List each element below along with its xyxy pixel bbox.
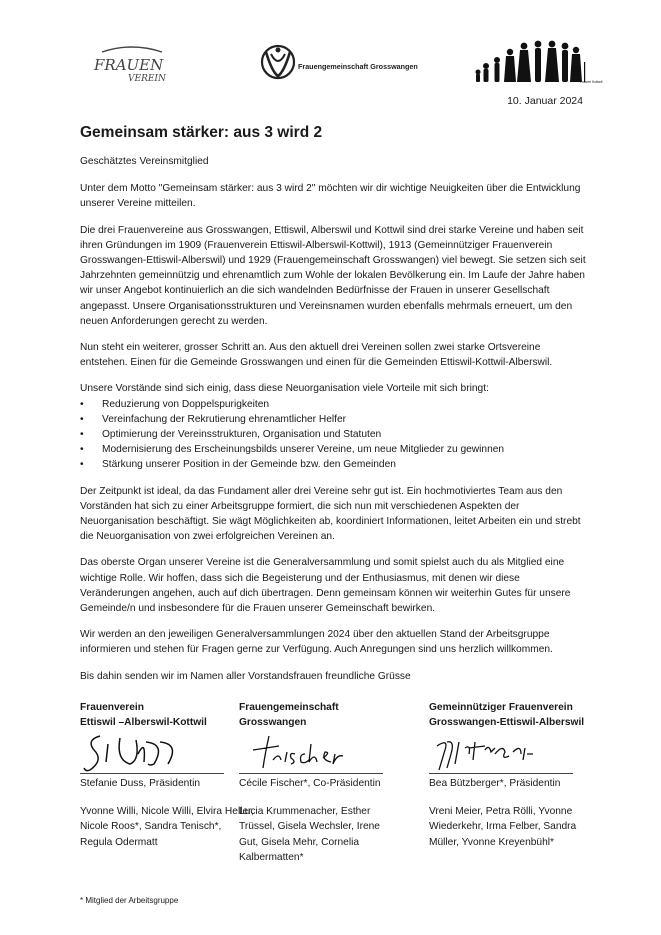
silhouettes-graphic <box>470 36 603 84</box>
signature-block-gemeinnuetzig <box>429 700 589 850</box>
signature-block-ettiswil <box>80 700 255 850</box>
list-intro: Unsere Vorstände sind sich einig, dass diese Neuorganisation viele Vorteile mit sich bringt: <box>80 383 489 395</box>
list-item <box>80 397 586 412</box>
signer-name: Bea Bützberger*, Präsidentin <box>429 778 561 789</box>
list-item <box>80 412 586 427</box>
signature-image <box>239 730 399 770</box>
org-name-line1: Frauengemeinschaft <box>239 702 339 713</box>
bullet: • <box>80 459 84 471</box>
paragraph-3: Nun steht ein weiterer, grosser Schritt an. Aus den aktuell drei Vereinen sollen zwei starke Ortsvereine entstehen. Einen für die Gemeinde Grosswangen und einen für die Gemeinden Ettiswil-Kottwil-Alberswil. <box>80 342 553 369</box>
bullet: • <box>80 413 84 425</box>
board-members: Yvonne Willi, Nicole Willi, Elvira Heller, Nicole Roos*, Sandra Tenisch*, Regula Odermatt <box>80 806 254 848</box>
org-name <box>80 700 255 730</box>
frauenverein-logo <box>92 44 172 84</box>
salutation: Geschätztes Vereinsmitglied <box>80 156 209 167</box>
logo3-text: Frauen Kottwil <box>580 80 603 84</box>
frauenverein-logo-graphic <box>92 44 172 84</box>
paragraph-5: Das oberste Organ unserer Vereine ist die Generalversammlung und somit spielst auch du als Mitglied eine wichtige Rolle. Wir hoffen, dass sich die Begeisterung und der Enthusiasmus, mit denen wir diese Veränderungen angehen, auch auf dich übertragen. Denn gemeinsam können wir weiterhin Gutes für unsere Gemeinde/n und insbesondere für die Frauen unserer Gemeinschaft bewirken. <box>80 557 571 615</box>
paragraph-1: Unter dem Motto "Gemeinsam stärker: aus 3 wird 2" möchten wir dir wichtige Neuigkeiten über die Entwicklung unserer Vereine mitteilen. <box>80 183 581 210</box>
paragraph-4: Der Zeitpunkt ist ideal, da das Fundament aller drei Vereine sehr gut ist. Ein hochmotiviertes Team aus den Vorständen hat sich zu einer Arbeitsgruppe formiert, die sich nun mit verschiedenen Aspekten der Neuorganisation beschäftigt. Sie wägt Möglichkeiten ab, koordiniert Informationen, leitet Arbeiten ein und strebt die Neuorganisation von zwei erfolgreichen Vereinen an. <box>80 485 581 543</box>
signature-duss <box>80 730 200 774</box>
signature-image <box>429 730 589 770</box>
list-item-text: Optimierung der Vereinsstrukturen, Organisation und Statuten <box>102 429 382 441</box>
frauengemeinschaft-logo <box>258 42 428 82</box>
signature-buetzberger <box>429 730 559 774</box>
list-item-text: Modernisierung des Erscheinungsbilds unserer Vereine, um neue Mitglieder zu gewinnen <box>102 444 505 456</box>
signature-image <box>80 730 255 770</box>
silhouettes-logo <box>470 36 603 84</box>
bullet: • <box>80 429 84 441</box>
closing-line: Bis dahin senden wir im Namen aller Vorstandsfrauen freundliche Grüsse <box>80 670 411 682</box>
letter-date: 10. Januar 2024 <box>507 95 583 107</box>
bullet: • <box>80 398 84 410</box>
logo2-text: Frauengemeinschaft Grosswangen <box>298 62 418 71</box>
list-item-text: Stärkung unserer Position in der Gemeinde bzw. den Gemeinden <box>102 459 396 471</box>
org-name <box>429 700 589 730</box>
letter-title: Gemeinsam stärker: aus 3 wird 2 <box>80 124 323 141</box>
paragraph-2: Die drei Frauenvereine aus Grosswangen, Ettiswil, Alberswil und Kottwil sind drei starke Vereine und haben seit ihren Gründungen im 1909 (Frauenverein Ettiswil-Alberswil-Kottwil), 1913 (Gemeinnütziger Frauenverein Grosswangen-Ettiswil-Alberswil) und 1929 (Frauengemeinschaft Grosswangen) viel bewegt. Sie setzen sich seit Jahrzehnten gemeinnützig und ehrenamtlich zum Wohle der lokalen Bevölkerung ein. Im Laufe der Jahre haben wir unser Angebot kontinuierlich an die sich wandelnden Bedürfnisse der Frauen in unserer Gesellschaft angepasst. Unsere Organisationsstrukturen und Vereinsnamen wurden ebenfalls mehrmals erneuert, um den neuen Anforderungen gerecht zu werden. <box>80 224 586 327</box>
list-item-text: Vereinfachung der Rekrutierung ehrenamtlicher Helfer <box>102 413 347 425</box>
letter-body <box>80 154 586 695</box>
org-name-line2: Grosswangen-Ettiswil-Alberswil <box>429 717 585 729</box>
bullet: • <box>80 444 84 456</box>
board-members: Vreni Meier, Petra Rölli, Yvonne Wiederkehr, Irma Felber, Sandra Müller, Yvonne Kreyenbühl* <box>429 806 577 848</box>
list-item <box>80 427 586 442</box>
org-name-line1: Frauenverein <box>80 702 144 713</box>
org-name <box>239 700 399 730</box>
board-members: Lucia Krummenacher, Esther Trüssel, Gisela Wechsler, Irene Gut, Gisela Mehr, Cornelia Kalbermatten* <box>239 806 380 863</box>
list-item <box>80 442 586 457</box>
list-item <box>80 457 586 472</box>
list-item-text: Reduzierung von Doppelspurigkeiten <box>102 398 270 410</box>
logo1-word1: FRAUEN <box>94 56 164 74</box>
signature-block-grosswangen <box>239 700 399 865</box>
org-name-line1: Gemeinnütziger Frauenverein <box>429 702 573 713</box>
footnote: * Mitglied der Arbeitsgruppe <box>80 896 179 905</box>
signer-name: Cécile Fischer*, Co-Präsidentin <box>239 778 381 789</box>
paragraph-6: Wir werden an den jeweiligen Generalversammlungen 2024 über den aktuellen Stand der Arbeitsgruppe informieren und stehen für Fragen gerne zur Verfügung. Auch Anregungen sind uns herzlich willkommen. <box>80 629 553 656</box>
signer-name: Stefanie Duss, Präsidentin <box>80 778 201 789</box>
org-name-line2: Ettiswil –Alberswil-Kottwil <box>80 717 207 729</box>
frauengemeinschaft-logo-graphic <box>258 42 428 82</box>
org-name-line2: Grosswangen <box>239 717 307 729</box>
advantages-list <box>80 397 586 473</box>
logo1-word2: VEREIN <box>128 74 166 84</box>
signature-fischer <box>239 730 359 774</box>
